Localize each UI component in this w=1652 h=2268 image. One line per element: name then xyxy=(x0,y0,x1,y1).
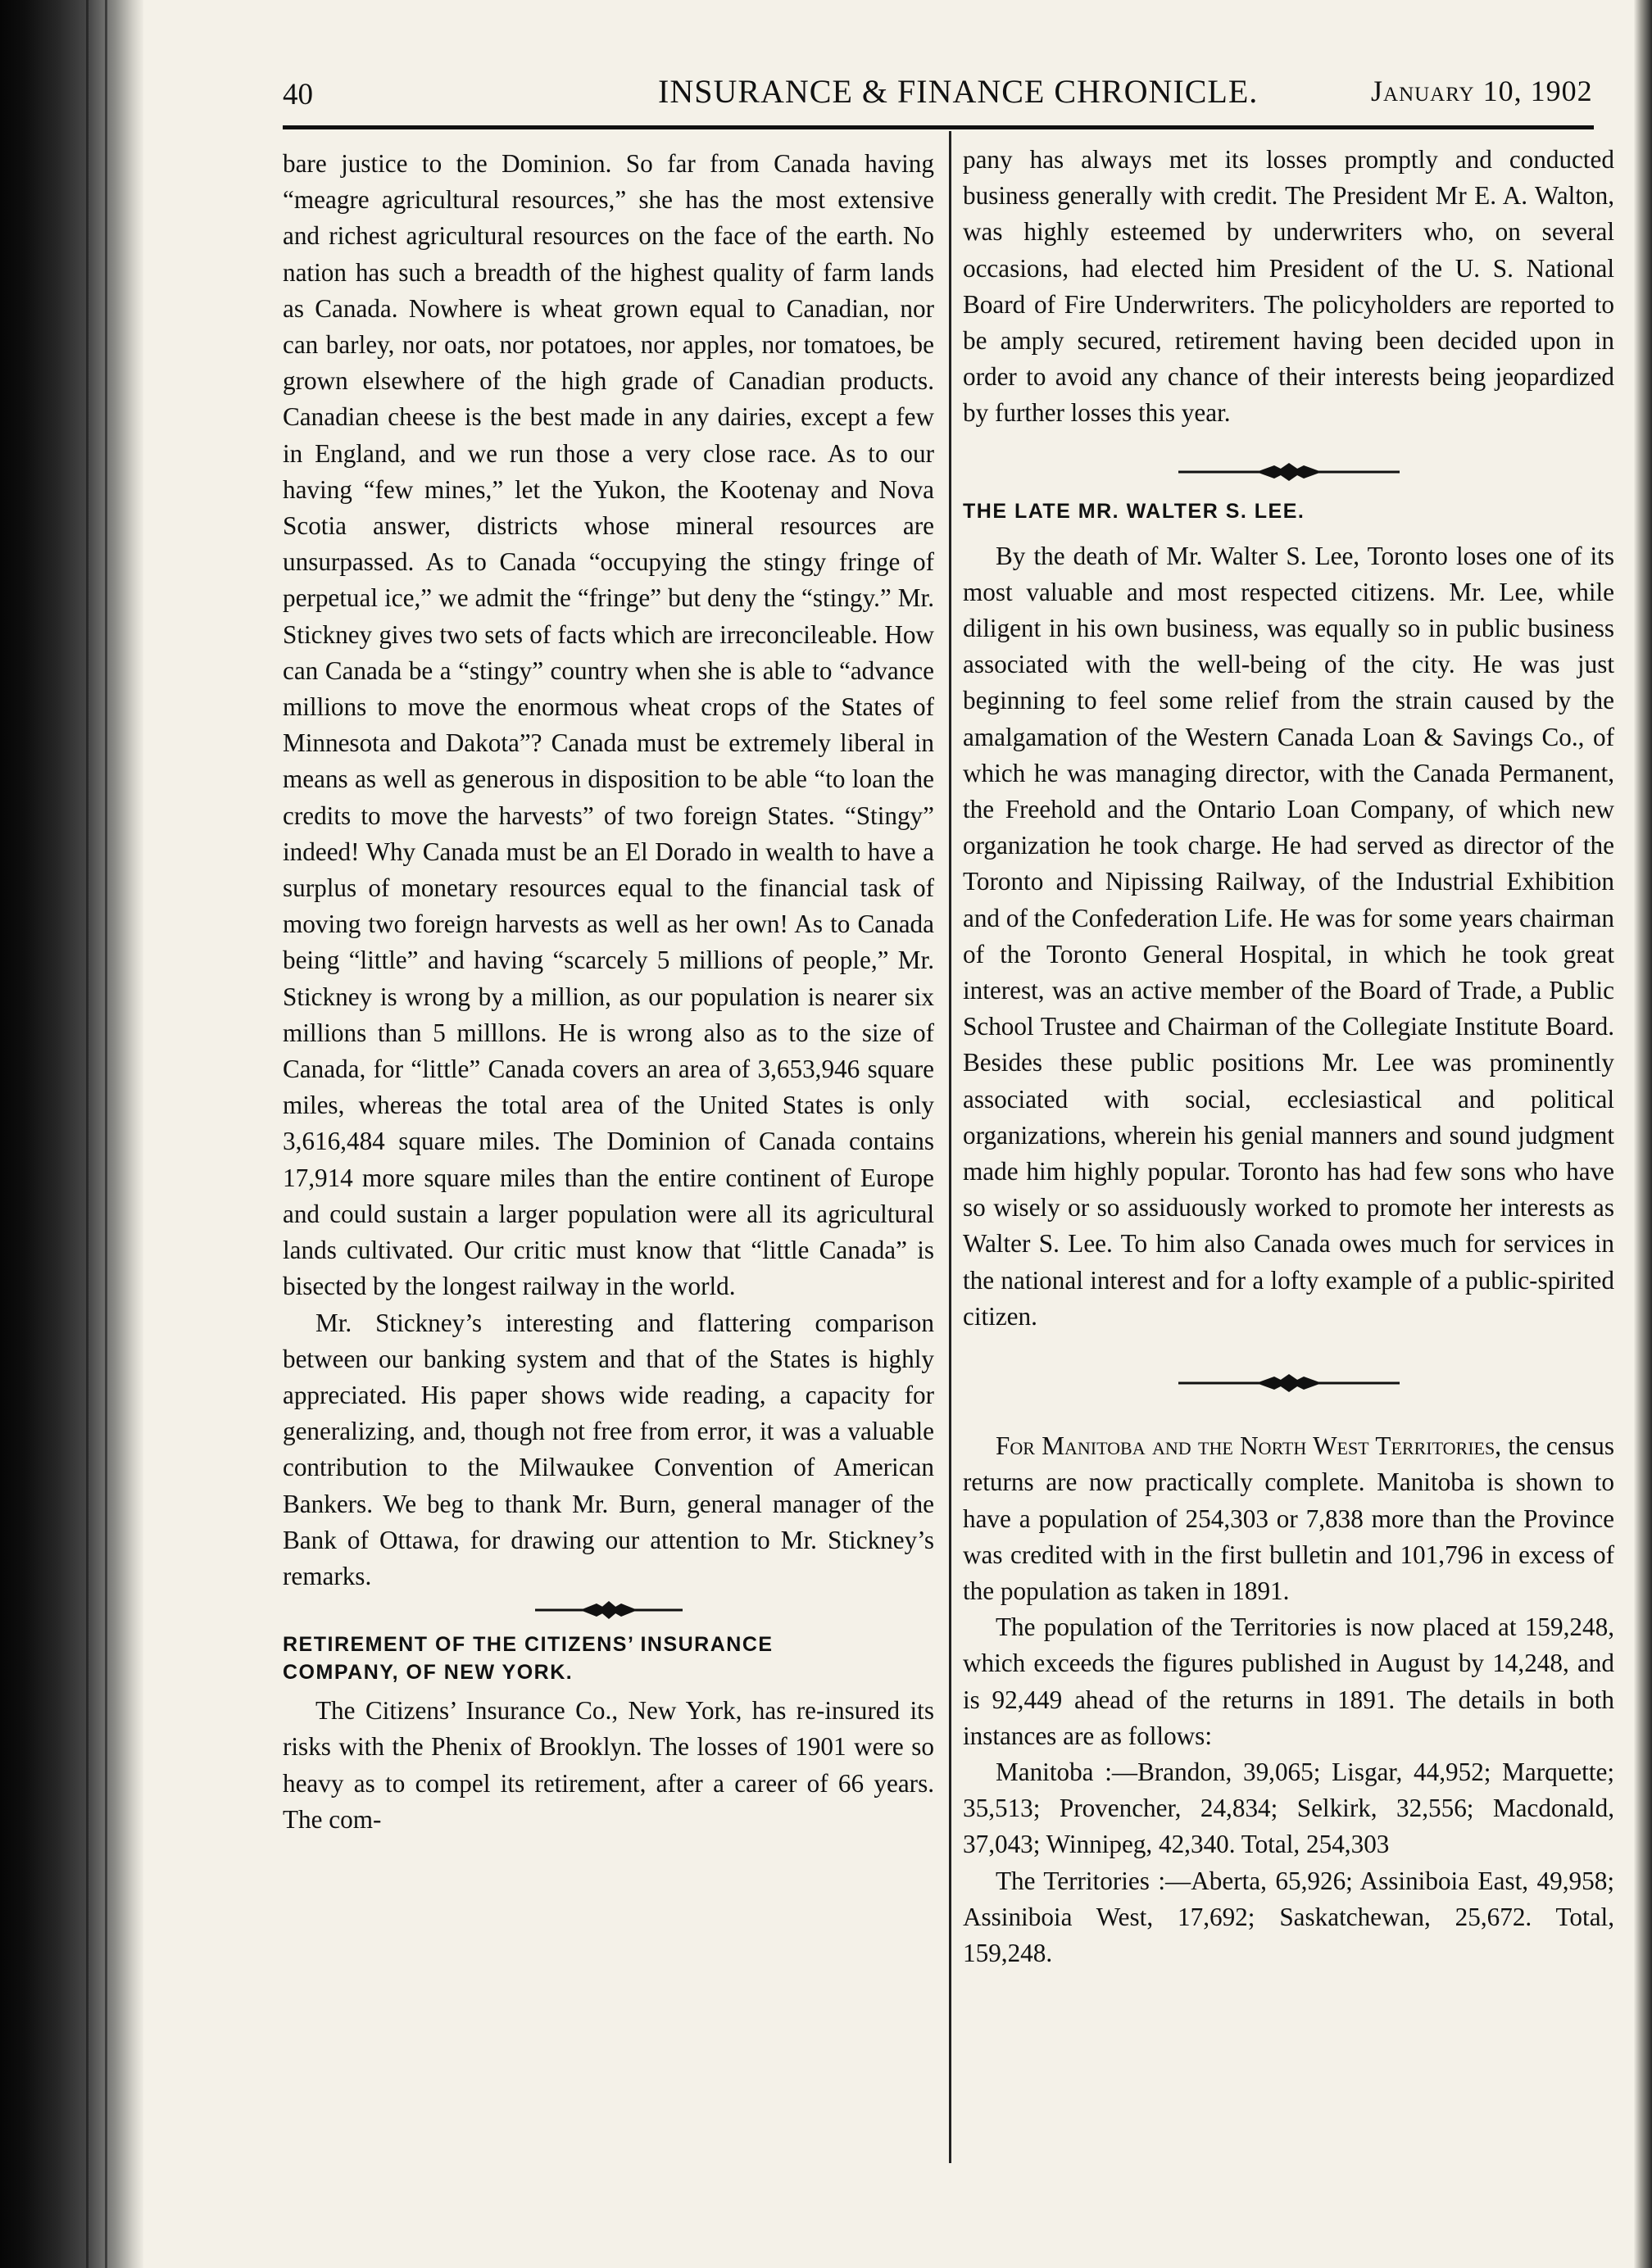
article-paragraph: The population of the Territories is now placed at 159,248, which exceeds the figures published in August by 14,248, and is 92,449 ahead of the returns in 1891. The details in both instances are as follows: xyxy=(963,1613,1614,1750)
page-number: 40 xyxy=(283,78,313,111)
manitoba-figures: Manitoba :—Brandon, 39,065; Lisgar, 44,952; Marquette; 35,513; Provencher, 24,834; Selkirk, 32,556; Macdonald, 37,043; Winnipeg, 42,340. Total, 254,303 xyxy=(963,1757,1614,1859)
lead-in-text: For Manitoba and the North West Territories, xyxy=(996,1431,1501,1461)
article-heading: RETIREMENT OF THE CITIZENS’ INSURANCE xyxy=(283,1633,774,1657)
article-paragraph: Mr. Stickney’s interesting and flattering comparison between our banking system and that of the States is highly appreciated. His paper shows wide reading, a capacity for generalizing, and, though not free from error, it was a valuable contribution to the Milwaukee Convention of American Bankers. We beg to thank Mr. Burn, general manager of the Bank of Ottawa, for drawing our attention to Mr. Stickney’s remarks. xyxy=(283,1308,934,1590)
page-header xyxy=(283,70,1594,120)
publication-title: INSURANCE & FINANCE CHRONICLE. xyxy=(658,73,1259,110)
scan-edge xyxy=(1634,0,1652,2268)
article-heading: COMPANY, OF NEW YORK. xyxy=(283,1661,574,1685)
left-column xyxy=(283,146,934,1838)
ornament-divider xyxy=(1174,1368,1404,1399)
census-figures xyxy=(963,1754,1614,1971)
binding-line xyxy=(86,0,88,2268)
article-paragraph: bare justice to the Dominion. So far from Canada having “meagre agricultural resources,” she has the most extensive and richest agricultural resources on the face of the earth. No nation has such a breadth of the highest quality of farm lands as Canada. Nowhere is wheat grown equal to Canadian, nor can barley, nor oats, nor potatoes, nor apples, nor tomatoes, be grown elsewhere of the high grade of Canadian products. Canadian cheese is the best made in any dairies, except a few in England, and we run those a very close race. As to our having “few mines,” let the Yukon, the Kootenay and Nova Scotia answer, districts whose mineral resources are unsurpassed. As to Canada “occupying the stingy fringe of perpetual ice,” we admit the “fringe” but deny the “stingy.” Mr. Stickney gives two sets of facts which are irreconcileable. How can Canada be a “stingy” country when she is able to “advance millions to move the enormous wheat crops of the States of Minnesota and Dakota”? Canada must be extremely liberal in means as well as generous in disposition to be able “to loan the credits to move the harvests” of two foreign States. “Stingy” indeed! Why Canada must be an El Dorado in wealth to have a surplus of monetary resources equal to the financial task of moving two foreign harvests as well as her own! As to Canada being “little” and having “scarcely 5 millions of people,” Mr. Stickney is wrong by a million, as our population is nearer six millions than 5 milllons. He is wrong also as to the size of Canada, for “little” Canada covers an area of 3,653,946 square miles, whereas the total area of the United States is only 3,616,484 square miles. The Dominion of Canada contains 17,914 more square miles than the entire continent of Europe and could sustain a larger population were all its agricultural lands cultivated. Our critic must know that “little Canada” is bisected by the longest railway in the world. xyxy=(283,149,934,1301)
article-heading: THE LATE MR. WALTER S. LEE. xyxy=(963,499,1305,523)
article-paragraph: The Citizens’ Insurance Co., New York, has re-insured its risks with the Phenix of Brooklyn. The losses of 1901 were so heavy as to compel its retirement, after a career of 66 years. The com- xyxy=(283,1696,934,1834)
binding-line xyxy=(105,0,107,2268)
binding-shadow xyxy=(0,0,143,2268)
ornament-divider xyxy=(531,1594,687,1626)
right-column xyxy=(963,142,1614,1971)
column-rule xyxy=(949,131,951,2163)
article-paragraph xyxy=(963,1428,1614,1609)
article-paragraph: pany has always met its losses promptly and conducted business generally with credit. The President Mr E. A. Walton, was highly esteemed by underwriters who, on several occasions, had elected him President of the U. S. National Board of Fire Underwriters. The policyholders are reported to be amply secured, retirement having been decided upon in order to avoid any chance of their interests being jeopardized by further losses this year. xyxy=(963,145,1614,428)
issue-date: January 10, 1902 xyxy=(1371,75,1593,107)
paragraph-text: the census returns are now practically complete. Manitoba is shown to have a population of 254,303 or 7,838 more than the Province was credited with in the first bulletin and 101,796 in excess of the population as taken in 1891. xyxy=(963,1431,1615,1605)
header-rule xyxy=(283,125,1594,129)
territories-figures: The Territories :—Aberta, 65,926; Assiniboia East, 49,958; Assiniboia West, 17,692; Saskatchewan, 25,672. Total, 159,248. xyxy=(963,1866,1614,1967)
article-paragraph: By the death of Mr. Walter S. Lee, Toronto loses one of its most valuable and most respected citizens. Mr. Lee, while diligent in his own business, was equally so in public business associated with the well-being of the city. He was just beginning to feel some relief from the strain caused by the amalgamation of the Western Canada Loan & Savings Co., of which he was managing director, with the Canada Permanent, the Freehold and the Ontario Loan Company, of which new organization he took charge. He had served as director of the Toronto and Nipissing Railway, of the Industrial Exhibition and of the Confederation Life. He was for some years chairman of the Toronto General Hospital, in which he took great interest, was an active member of the Board of Trade, a Public School Trustee and Chairman of the Collegiate Institute Board. Besides these public positions Mr. Lee was prominently associated with social, ecclesiastical and political organizations, wherein his genial manners and sound judgment made him highly popular. Toronto has had few sons who have so wisely or so assiduously worked to promote her interests as Walter S. Lee. To him also Canada owes much for services in the national interest and for a lofty example of a public-spirited citizen. xyxy=(963,541,1614,1331)
ornament-divider xyxy=(1174,456,1404,488)
